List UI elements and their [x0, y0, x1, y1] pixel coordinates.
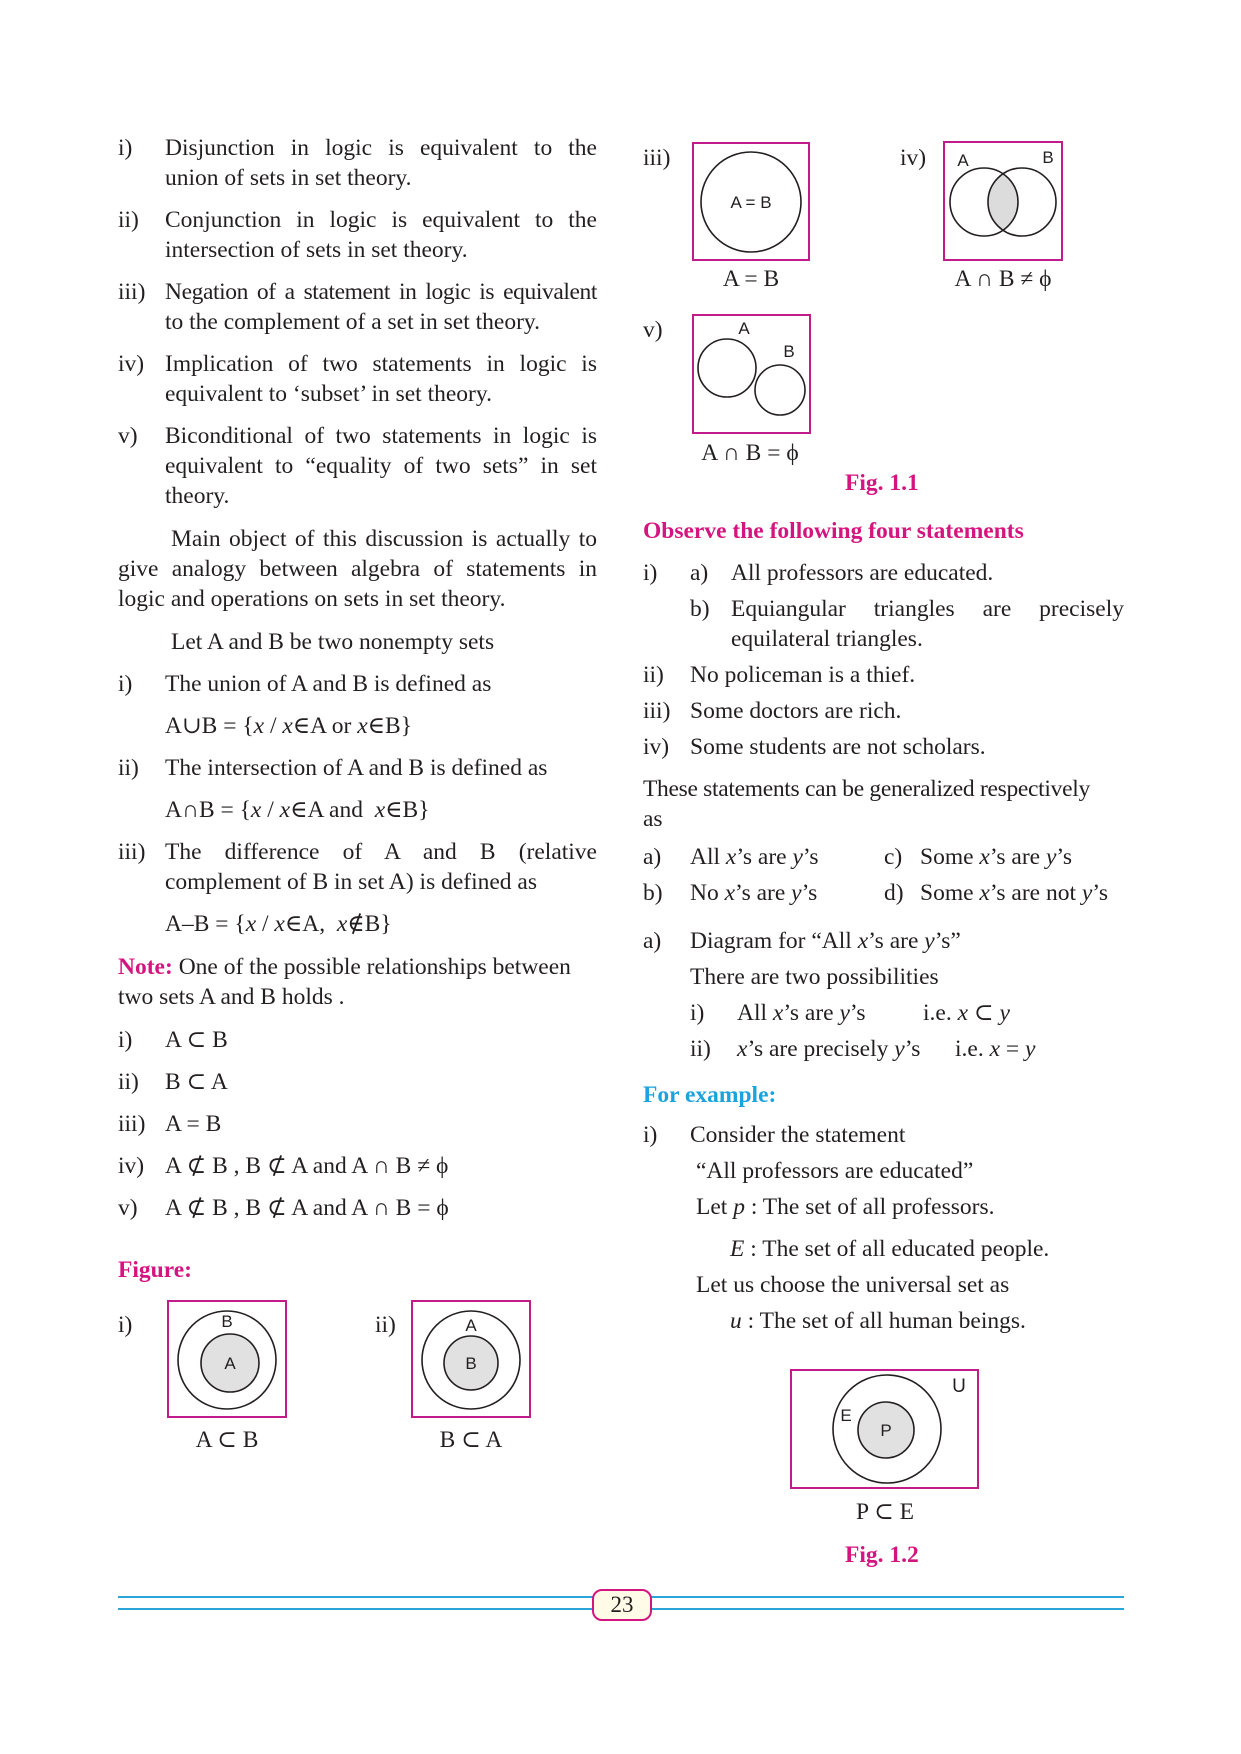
list-number: iv): [118, 1153, 145, 1179]
list-item: union of sets in set theory.: [165, 165, 412, 191]
set-label: U: [952, 1376, 966, 1397]
venn-diagram-subset-a-in-b: [167, 1300, 287, 1418]
list-number: i): [118, 671, 133, 697]
list-item: to the complement of a set in set theory.: [165, 309, 541, 335]
figure-caption: Fig. 1.2: [845, 1542, 919, 1568]
list-item: Biconditional of two statements in logic is: [165, 423, 597, 449]
list-number: iii): [643, 698, 671, 724]
statement: equilateral triangles.: [731, 626, 923, 652]
set-label: A: [738, 319, 750, 338]
set-label: A = B: [730, 193, 772, 212]
example-line: E : The set of all educated people.: [730, 1236, 1050, 1262]
set-label: B: [221, 1312, 233, 1331]
note: Note: One of the possible relationships between: [118, 954, 571, 980]
section-heading: Observe the following four statements: [643, 518, 1024, 544]
diagram-statement: Diagram for “All x’s are y’s”: [690, 928, 961, 954]
figure-number: i): [118, 1312, 133, 1338]
venn-diagram-equal-sets: [692, 142, 810, 261]
paragraph-line: Let A and B be two nonempty sets: [171, 629, 495, 655]
set-label: B: [1042, 148, 1054, 167]
figure-number: iii): [643, 145, 671, 171]
list-number: b): [690, 596, 710, 622]
figure-number: iv): [900, 145, 927, 171]
list-item: Implication of two statements in logic is: [165, 351, 597, 377]
possibility: x’s are precisely y’s: [737, 1036, 921, 1062]
generalized-statement: All x’s are y’s: [690, 844, 819, 870]
list-number: v): [118, 423, 138, 449]
set-label: A: [957, 151, 969, 170]
statement: All professors are educated.: [731, 560, 994, 586]
list-item: theory.: [165, 483, 230, 509]
relation: B ⊂ A: [165, 1069, 228, 1095]
paragraph-line: give analogy between algebra of statements in: [118, 556, 597, 582]
list-item: equivalent to ‘subset’ in set theory.: [165, 381, 492, 407]
statement: Equiangular triangles are precisely: [731, 596, 1124, 622]
section-heading: For example:: [643, 1082, 777, 1108]
example-line: “All professors are educated”: [696, 1158, 974, 1184]
list-number: i): [118, 135, 133, 161]
set-label: E: [840, 1406, 852, 1425]
generalized-statement: Some x’s are not y’s: [920, 880, 1108, 906]
set-label: B: [465, 1354, 477, 1373]
relation: A = B: [165, 1111, 222, 1137]
figure-caption: P ⊂ E: [856, 1499, 914, 1525]
paragraph-line: There are two possibilities: [690, 964, 939, 990]
venn-diagram-subset-b-in-a: [411, 1300, 531, 1418]
list-number: i): [690, 1000, 705, 1026]
paragraph-line: These statements can be generalized respectively: [643, 776, 1090, 802]
formula: A∪B = {x / x∈A or x∈B}: [165, 713, 412, 739]
list-number: a): [643, 928, 662, 954]
list-number: ii): [643, 662, 664, 688]
possibility-relation: i.e. x ⊂ y: [923, 1000, 1010, 1026]
figure-heading: Figure:: [118, 1257, 192, 1283]
list-number: i): [643, 560, 658, 586]
statement: No policeman is a thief.: [690, 662, 916, 688]
statement: Some doctors are rich.: [690, 698, 902, 724]
list-number: iii): [118, 1111, 146, 1137]
possibility-relation: i.e. x = y: [955, 1036, 1036, 1062]
list-number: c): [884, 844, 903, 870]
list-number: ii): [118, 755, 139, 781]
list-item: Conjunction in logic is equivalent to the: [165, 207, 597, 233]
figure-number: v): [643, 317, 663, 343]
list-number: iii): [118, 279, 146, 305]
figure-caption: Fig. 1.1: [845, 470, 919, 496]
figure-caption: B ⊂ A: [439, 1427, 503, 1453]
list-number: a): [690, 560, 709, 586]
figure-caption: A ∩ B ≠ ϕ: [954, 266, 1052, 292]
possibility: All x’s are y’s: [737, 1000, 866, 1026]
list-number: a): [643, 844, 662, 870]
example-line: Let us choose the universal set as: [696, 1272, 1010, 1298]
paragraph-line: as: [643, 806, 663, 832]
list-number: iii): [118, 839, 146, 865]
definition-text: The difference of A and B (relative: [165, 839, 597, 865]
generalized-statement: Some x’s are y’s: [920, 844, 1073, 870]
definition-text: The intersection of A and B is defined as: [165, 755, 548, 781]
set-label: A: [224, 1354, 236, 1373]
generalized-statement: No x’s are y’s: [690, 880, 818, 906]
venn-diagram-professors-educated: [790, 1369, 979, 1489]
paragraph-line: logic and operations on sets in set theory.: [118, 586, 506, 612]
set-label: P: [880, 1421, 892, 1440]
example-line: Consider the statement: [690, 1122, 906, 1148]
set-label: B: [783, 342, 795, 361]
list-number: ii): [690, 1036, 711, 1062]
figure-caption: A ∩ B = ϕ: [701, 440, 799, 466]
list-number: ii): [118, 207, 139, 233]
venn-diagram-disjoint-sets: [692, 314, 811, 434]
note: two sets A and B holds .: [118, 984, 345, 1010]
list-number: i): [643, 1122, 658, 1148]
list-number: ii): [118, 1069, 139, 1095]
example-line: Let p : The set of all professors.: [696, 1194, 995, 1220]
list-number: i): [118, 1027, 133, 1053]
relation: A ⊂ B: [165, 1027, 228, 1053]
list-item: intersection of sets in set theory.: [165, 237, 468, 263]
example-line: u : The set of all human beings.: [730, 1308, 1026, 1334]
statement: Some students are not scholars.: [690, 734, 986, 760]
list-number: v): [118, 1195, 138, 1221]
list-number: b): [643, 880, 663, 906]
list-item: Disjunction in logic is equivalent to the: [165, 135, 597, 161]
relation: A ⊄ B , B ⊄ A and A ∩ B ≠ ϕ: [165, 1153, 449, 1179]
formula: A∩B = {x / x∈A and x∈B}: [165, 797, 430, 823]
figure-number: ii): [375, 1312, 396, 1338]
list-item: Negation of a statement in logic is equivalent: [165, 279, 597, 305]
formula: A–B = {x / x∈A, x∉B}: [165, 911, 392, 937]
set-label: A: [465, 1316, 477, 1335]
relation: A ⊄ B , B ⊄ A and A ∩ B = ϕ: [165, 1195, 449, 1221]
paragraph-line: Main object of this discussion is actually to: [171, 526, 597, 552]
figure-caption: A ⊂ B: [195, 1427, 259, 1453]
definition-text: complement of B in set A) is defined as: [165, 869, 538, 895]
venn-diagram-overlapping-sets: [943, 141, 1063, 261]
list-number: iv): [643, 734, 670, 760]
definition-text: The union of A and B is defined as: [165, 671, 492, 697]
figure-caption: A = B: [722, 266, 780, 292]
note-label: Note:: [118, 954, 173, 980]
list-item: equivalent to “equality of two sets” in set: [165, 453, 597, 479]
page-number: 23: [592, 1589, 652, 1621]
list-number: iv): [118, 351, 145, 377]
list-number: d): [884, 880, 904, 906]
